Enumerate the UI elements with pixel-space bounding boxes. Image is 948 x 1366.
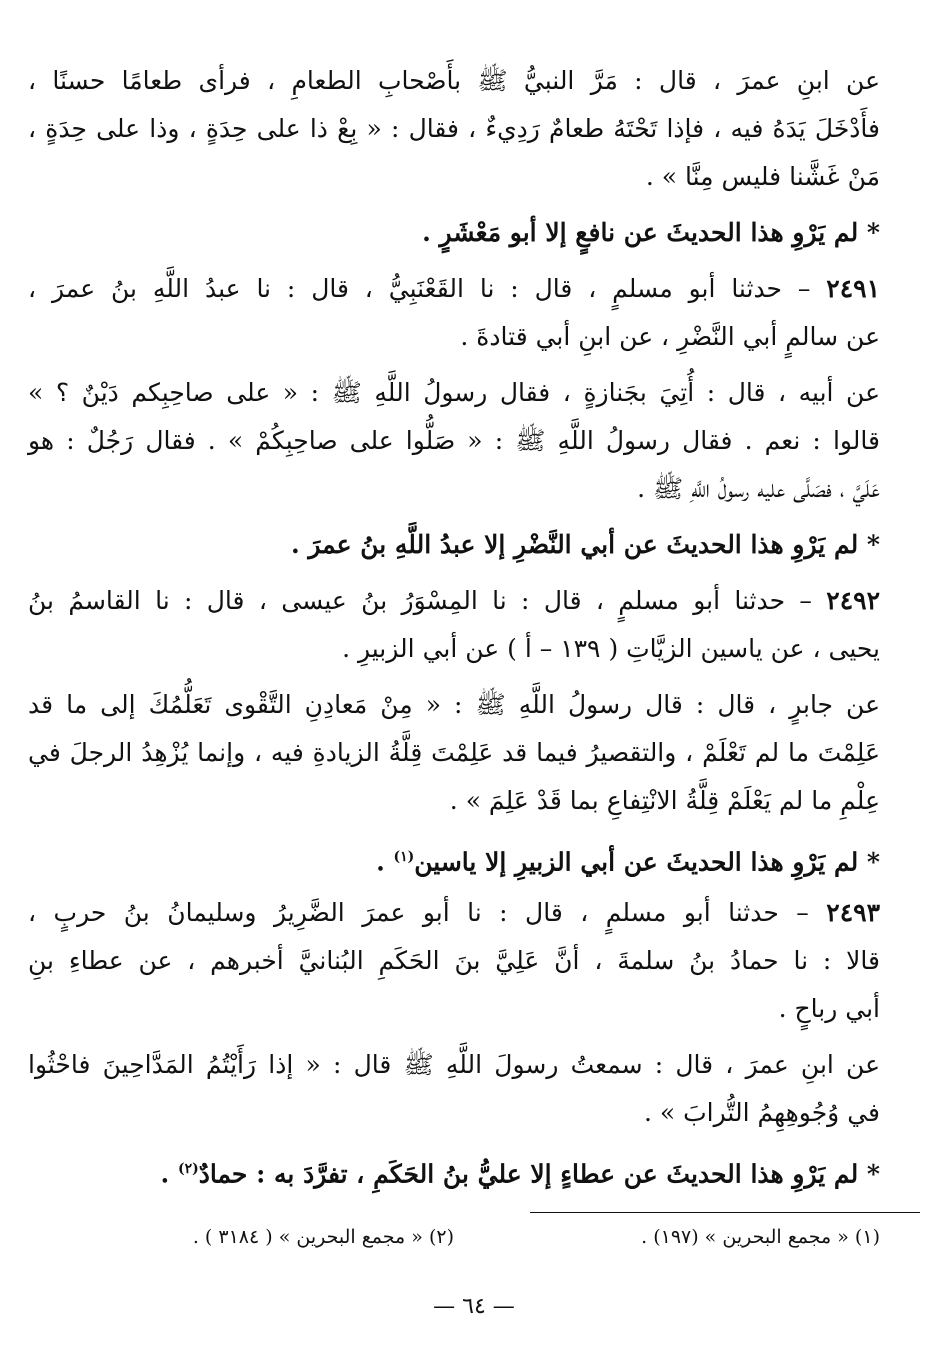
text-line: فأَدْخَلَ يَدَهُ فيه ، فإذا تَحْتَهُ طعامٌ رَدِيءٌ ، فقال : « بِعْ ذا على حِدَةٍ ، وذا على حِدَةٍ ، [28, 114, 880, 143]
hadith-2491-line [28, 266, 880, 312]
hadith-2493-line [28, 890, 880, 936]
text-line: عن سالمٍ أبي النَّضْرِ ، عن ابنِ أبي قتادةَ . [460, 322, 880, 351]
star-marker: * [866, 1159, 880, 1189]
text-line: عِلْمِ ما لم يَعْلَمْ قِلَّةُ الانْتِفاعِ بما قَدْ عَلِمَ » . [449, 786, 880, 815]
text-line: في وُجُوهِهِمُ التُّرابَ » . [644, 1098, 880, 1127]
page-number: — ٦٤ — [433, 1294, 515, 1319]
narration-text: لم يَرْوِ هذا الحديثَ عن أبي النَّضْرِ إلا عبدُ اللَّهِ بنُ عمرَ . [290, 530, 859, 559]
narration-text: لم يَرْوِ هذا الحديثَ عن عطاءٍ إلا عليُّ بنُ الحَكَمِ ، تفرَّدَ به : حمادٌ [198, 1159, 859, 1189]
narration-text: لم يَرْوِ هذا الحديثَ عن نافعٍ إلا أبو مَعْشَرٍ . [422, 218, 859, 247]
hadith-2492-line [28, 578, 880, 624]
text-line: عَلِمْتَ ما لم تَعْلَمْ ، والتقصيرُ فيما قد عَلِمْتَ قِلَّةُ الزيادةِ فيه ، وإنما يُزْهِدُ الرجلَ في [28, 738, 880, 767]
text-line: عن ابنِ عمرَ ، قال : سمعتُ رسولَ اللَّهِ ﷺ قال : « إذا رَأَيْتُمُ المَدَّاحِينَ فاحْثُوا [28, 1050, 880, 1079]
narration-note [422, 210, 880, 256]
narration-note [291, 522, 880, 568]
text-line: عَلَيَّ ، فصَلَّى عليه رسولُ اللَّهِ ﷺ . [637, 474, 880, 503]
text-line: عن ابنِ عمرَ ، قال : مَرَّ النبيُّ ﷺ بأَصْحابِ الطعامِ ، فرأى طعامًا حسنًا ، [28, 66, 880, 95]
star-marker: * [866, 530, 880, 559]
narration-note: * لم يَرْوِ هذا الحديثَ عن أبي الزبيرِ إلا ياسين$^{(١)}$ . [376, 847, 880, 877]
hadith-number: ٢٤٩١ [826, 274, 881, 303]
footnote-ref: (١) [393, 849, 415, 865]
text-line: مَنْ غَشَّنا فليس مِنَّا » . [645, 162, 880, 191]
text-line: قالا : نا حمادُ بنُ سلمةَ ، أنَّ عَلِيَّ بنَ الحَكَمِ البُنانيَّ أخبرهم ، عن عطاءِ بنِ [28, 946, 880, 975]
footnote-1: (١) « مجمع البحرين » (١٩٧) . [641, 1226, 880, 1248]
hadith-number: ٢٤٩٣ [826, 898, 880, 927]
text-line: – حدثنا أبو مسلمٍ ، قال : نا القَعْنَبِيُّ ، قال : نا عبدُ اللَّهِ بنُ عمرَ ، [28, 274, 811, 303]
star-marker: * [866, 218, 880, 247]
footnote-separator [530, 1212, 920, 1213]
footnote-2: (٢) « مجمع البحرين » ( ٣١٨٤ ) . [192, 1226, 454, 1248]
text-line: يحيى ، عن ياسين الزيَّاتِ ( ١٣٩ – أ ) عن أبي الزبيرِ . [342, 634, 880, 663]
text-line: أبي رباحٍ . [778, 994, 880, 1023]
text-line: قالوا : نعم . فقال رسولُ اللَّهِ ﷺ : « صَلُّوا على صاحِبِكُمْ » . فقال رَجُلٌ : هو [28, 426, 880, 455]
narration-note: * لم يَرْوِ هذا الحديثَ عن عطاءٍ إلا عليُّ بنُ الحَكَمِ ، تفرَّدَ به : حمادٌ$^{(٢)}$ . [160, 1159, 880, 1189]
star-marker: * [866, 847, 880, 877]
footnote-ref: (٢) [177, 1161, 199, 1177]
text-line: – حدثنا أبو مسلمٍ ، قال : نا المِسْوَرُ بنُ عيسى ، قال : نا القاسمُ بنُ [28, 586, 812, 615]
text-line: عن جابرٍ ، قال : قال رسولُ اللَّهِ ﷺ : « مِنْ مَعادِنِ التَّقْوى تَعَلُّمُكَ إلى ما قد [28, 690, 880, 719]
narration-text: لم يَرْوِ هذا الحديثَ عن أبي الزبيرِ إلا ياسين [414, 847, 859, 877]
text-line: عن أبيه ، قال : أُتِيَ بجَنازةٍ ، فقال رسولُ اللَّهِ ﷺ : « على صاحِبِكم دَيْنٌ ؟ » [28, 378, 880, 407]
hadith-number: ٢٤٩٢ [826, 586, 880, 615]
text-line: – حدثنا أبو مسلمٍ ، قال : نا أبو عمرَ الضَّرِيرُ وسليمانُ بنُ حربٍ ، [28, 898, 809, 927]
